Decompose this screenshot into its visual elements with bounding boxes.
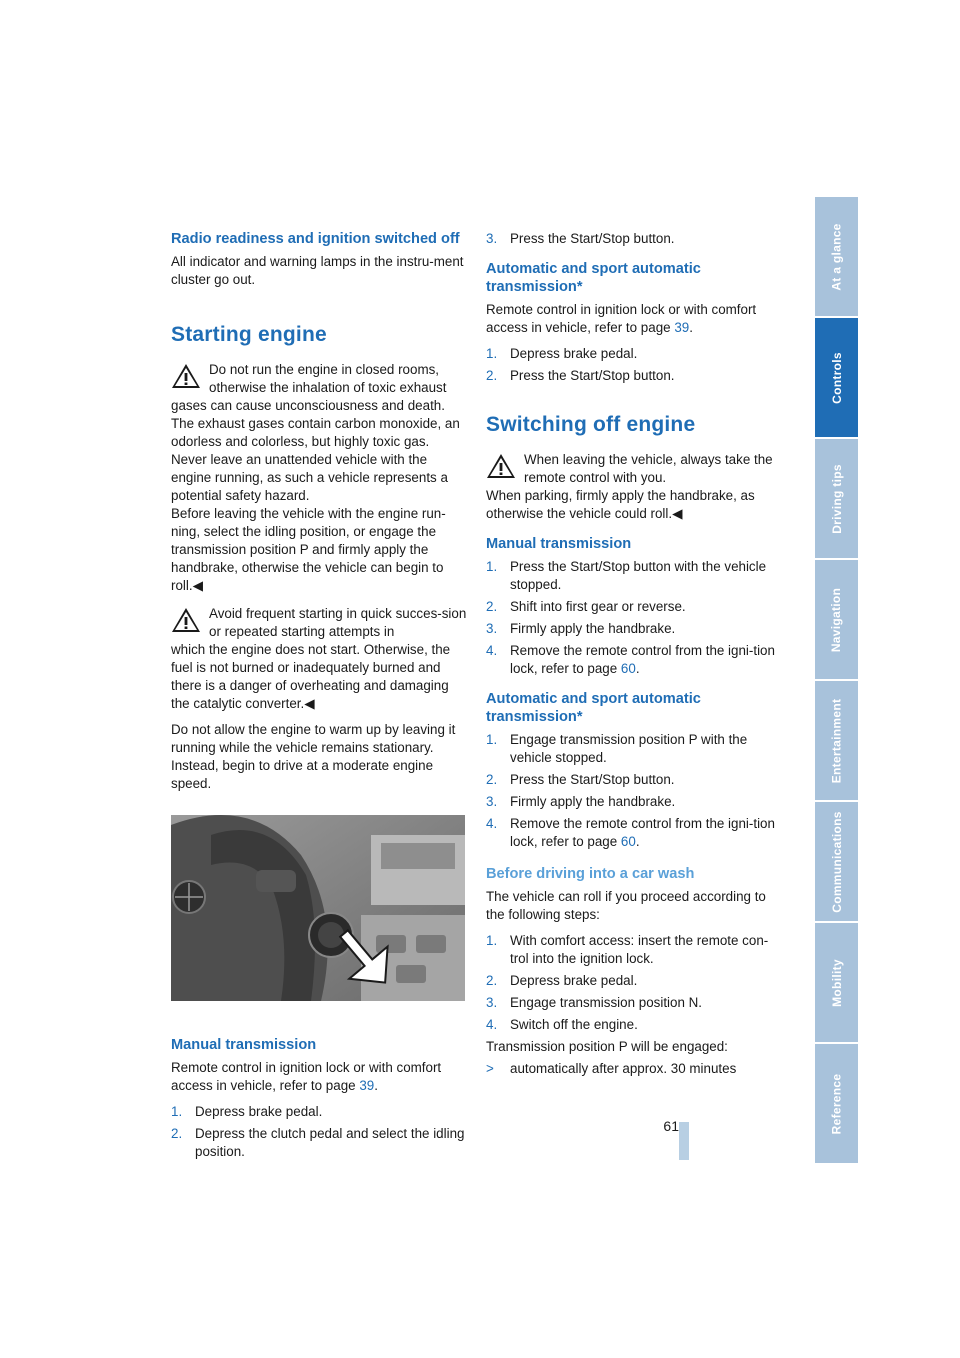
position-p-text: Transmission position P will be engaged: <box>486 1039 728 1054</box>
radio-readiness-heading: Radio readiness and ignition switched off <box>171 231 460 247</box>
manual-intro: Remote control in ignition lock or with comfort access in vehicle, refer to page 39. <box>171 1060 442 1093</box>
manual-steps-continued <box>486 230 782 248</box>
warning-text: When leaving the vehicle, always take the remote control with you. <box>524 452 773 485</box>
position-p-bullets <box>486 1060 782 1078</box>
list-item: 2. Press the Start/Stop button. <box>486 368 675 383</box>
automatic-intro: Remote control in ignition lock or with comfort access in vehicle, refer to page 39. <box>486 302 757 335</box>
warning-remote-control <box>486 451 782 523</box>
list-item: 3. Firmly apply the handbrake. <box>486 621 676 636</box>
list-item: 2. Depress the clutch pedal and select the idling position. <box>171 1126 465 1159</box>
left-column <box>171 230 467 1165</box>
page-link[interactable]: 60 <box>620 661 636 676</box>
list-item: 4. Switch off the engine. <box>486 1017 638 1032</box>
start-stop-button-photo <box>171 815 465 1001</box>
manual-off-steps-list <box>486 558 782 678</box>
list-item: 1. Engage transmission position P with the vehicle stopped. <box>486 732 748 765</box>
list-item: 3. Firmly apply the handbrake. <box>486 794 676 809</box>
page-number-bar <box>679 1122 689 1160</box>
list-item: > automatically after approx. 30 minutes <box>486 1061 737 1076</box>
switching-off-heading: Switching off engine <box>486 413 696 436</box>
tab-driving-tips[interactable]: Driving tips <box>815 439 858 558</box>
manual-transmission-off-heading: Manual transmission <box>486 536 632 552</box>
car-wash-heading: Before driving into a car wash <box>486 866 695 882</box>
automatic-off-steps-list <box>486 731 782 851</box>
page-link[interactable]: 60 <box>620 834 636 849</box>
chapter-tabs <box>815 197 858 1160</box>
automatic-steps-list <box>486 345 782 385</box>
page-link[interactable]: 39 <box>674 320 690 335</box>
page-number: 61 <box>663 1118 679 1134</box>
page-link[interactable]: 39 <box>359 1078 375 1093</box>
tab-at-a-glance[interactable]: At a glance <box>815 197 858 316</box>
list-item: 4. Remove the remote control from the igni-tion lock, refer to page 60. <box>486 816 775 849</box>
warning-triangle-icon <box>171 363 201 389</box>
warning-triangle-icon <box>486 453 516 479</box>
list-item: 1. Depress brake pedal. <box>486 346 638 361</box>
tab-reference[interactable]: Reference <box>815 1044 858 1163</box>
list-item: 1. Depress brake pedal. <box>171 1104 323 1119</box>
manual-transmission-heading: Manual transmission <box>171 1037 317 1053</box>
warning-toxic-exhaust <box>171 361 467 595</box>
car-wash-steps-list <box>486 932 782 1034</box>
warmup-paragraph: Do not allow the engine to warm up by leaving it running while the vehicle remains stationary. Instead, begin to drive at a moderate engine speed. <box>171 722 456 791</box>
warning-text: Do not run the engine in closed rooms, otherwise the inhalation of toxic exhaust <box>209 362 447 395</box>
warning-text-continued: gases can cause unconsciousness and death. The exhaust gases contain carbon monoxide, an odorless and colorless, but highly toxic gas. Never leave an unattended vehicle with the engine running, as such a vehicle represents a potential safety hazard. <box>171 398 460 503</box>
manual-steps-list <box>171 1103 467 1161</box>
tab-controls[interactable]: Controls <box>815 318 858 437</box>
tab-mobility[interactable]: Mobility <box>815 923 858 1042</box>
tab-navigation[interactable]: Navigation <box>815 560 858 679</box>
warning-triangle-icon <box>171 607 201 633</box>
warning-text-continued: which the engine does not start. Otherwise, the fuel is not burned or inadequately burned and there is a danger of overheating and damaging the catalytic converter.◀ <box>171 642 451 711</box>
list-item: 2. Press the Start/Stop button. <box>486 772 675 787</box>
warning-text-continued: When parking, firmly apply the handbrake, as otherwise the vehicle could roll.◀ <box>486 488 755 521</box>
bullet-arrow-icon: > <box>486 1061 494 1076</box>
list-item: 3. Press the Start/Stop button. <box>486 231 675 246</box>
car-wash-intro: The vehicle can roll if you proceed according to the following steps: <box>486 889 766 922</box>
list-item: 2. Depress brake pedal. <box>486 973 638 988</box>
list-item: 3. Engage transmission position N. <box>486 995 703 1010</box>
list-item: 1. With comfort access: insert the remote con-trol into the ignition lock. <box>486 933 769 966</box>
list-item: 2. Shift into first gear or reverse. <box>486 599 686 614</box>
automatic-transmission-off-heading: Automatic and sport automatic transmission* <box>486 691 701 725</box>
radio-readiness-text: All indicator and warning lamps in the instru-ment cluster go out. <box>171 254 464 287</box>
warning-frequent-starting <box>171 605 467 713</box>
tab-communications[interactable]: Communications <box>815 802 858 921</box>
warning-text: Avoid frequent starting in quick succes-sion or repeated starting attempts in <box>209 606 467 639</box>
list-item: 4. Remove the remote control from the igni-tion lock, refer to page 60. <box>486 643 775 676</box>
starting-engine-heading: Starting engine <box>171 323 327 346</box>
right-column <box>486 230 782 1082</box>
warning-text-idling: Before leaving the vehicle with the engine run-ning, select the idling position, or engage the transmission position P and firmly apply the handbrake, otherwise the vehicle can begin to roll.◀ <box>171 506 446 593</box>
list-item: 1. Press the Start/Stop button with the vehicle stopped. <box>486 559 767 592</box>
automatic-transmission-heading: Automatic and sport automatic transmission* <box>486 261 701 295</box>
tab-entertainment[interactable]: Entertainment <box>815 681 858 800</box>
